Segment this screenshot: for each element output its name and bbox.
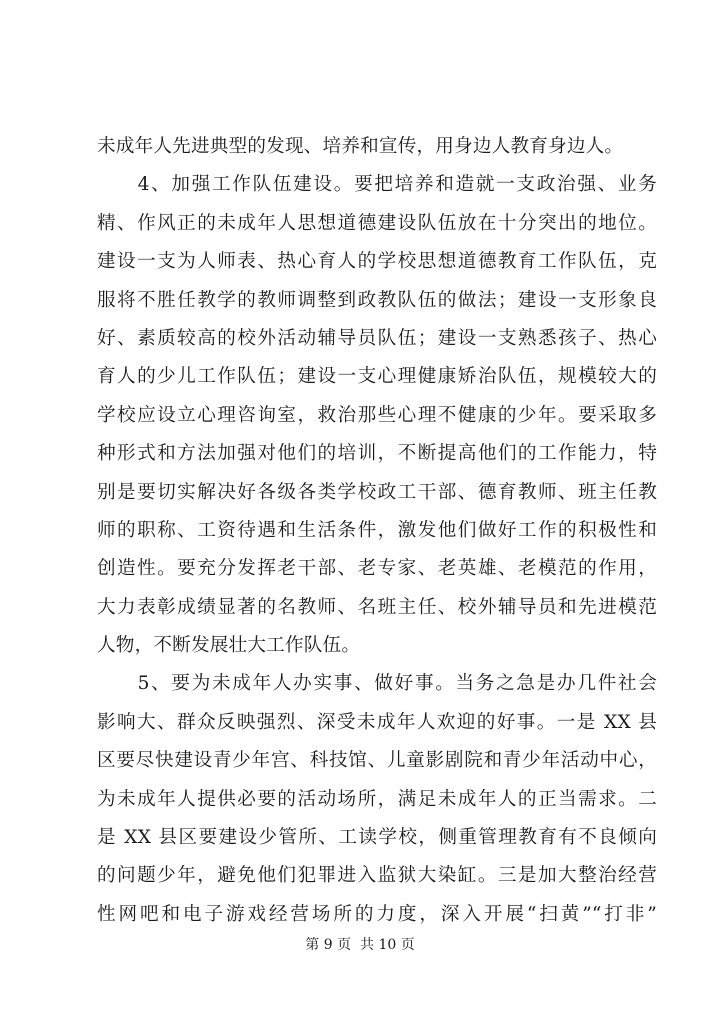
- text-line: 创造性。要充分发挥老干部、老专家、老英雄、老模范的作用，: [97, 558, 657, 580]
- text-line: 师的职称、工资待遇和生活条件，激发他们做好工作的积极性和: [97, 519, 657, 541]
- text-line: 性网吧和电子游戏经营场所的力度，深入开展“扫黄”“打非”: [97, 903, 657, 925]
- text-line: 影响大、群众反映强烈、深受未成年人欢迎的好事。一是 XX 县: [97, 711, 657, 733]
- text-line: 育人的少儿工作队伍；建设一支心理健康矫治队伍，规模较大的: [97, 366, 657, 388]
- text-line: 为未成年人提供必要的活动场所，满足未成年人的正当需求。二: [97, 788, 657, 810]
- page-number: 第 9 页 共 10 页: [305, 937, 415, 953]
- text-line: 是 XX 县区要建设少管所、工读学校，侧重管理教育有不良倾向: [97, 827, 657, 849]
- text-line: 精、作风正的未成年人思想道德建设队伍放在十分突出的地位。: [97, 212, 657, 234]
- text-line: 区要尽快建设青少年宫、科技馆、儿童影剧院和青少年活动中心，: [97, 750, 657, 772]
- text-line: 学校应设立心理咨询室，救治那些心理不健康的少年。要采取多: [97, 404, 657, 426]
- page-footer: [0, 936, 720, 954]
- text-line: 人物，不断发展壮大工作队伍。: [97, 635, 361, 657]
- text-line: 大力表彰成绩显著的名教师、名班主任、校外辅导员和先进模范: [97, 596, 657, 618]
- text-line: 5、要为未成年人办实事、做好事。当务之急是办几件社会: [97, 673, 657, 695]
- text-line: 别是要切实解决好各级各类学校政工干部、德育教师、班主任教: [97, 481, 657, 503]
- text-line: 的问题少年，避免他们犯罪进入监狱大染缸。三是加大整治经营: [97, 865, 657, 887]
- text-line: 未成年人先进典型的发现、培养和宣传，用身边人教育身边人。: [97, 136, 624, 157]
- text-line: 种形式和方法加强对他们的培训，不断提高他们的工作能力，特: [97, 443, 657, 465]
- text-line: 好、素质较高的校外活动辅导员队伍；建设一支熟悉孩子、热心: [97, 327, 657, 349]
- text-line: 服将不胜任教学的教师调整到政教队伍的做法；建设一支形象良: [97, 289, 657, 311]
- text-line: 建设一支为人师表、热心育人的学校思想道德教育工作队伍，克: [97, 251, 657, 273]
- text-line: 4、加强工作队伍建设。要把培养和造就一支政治强、业务: [97, 174, 657, 196]
- document-body: [97, 128, 657, 934]
